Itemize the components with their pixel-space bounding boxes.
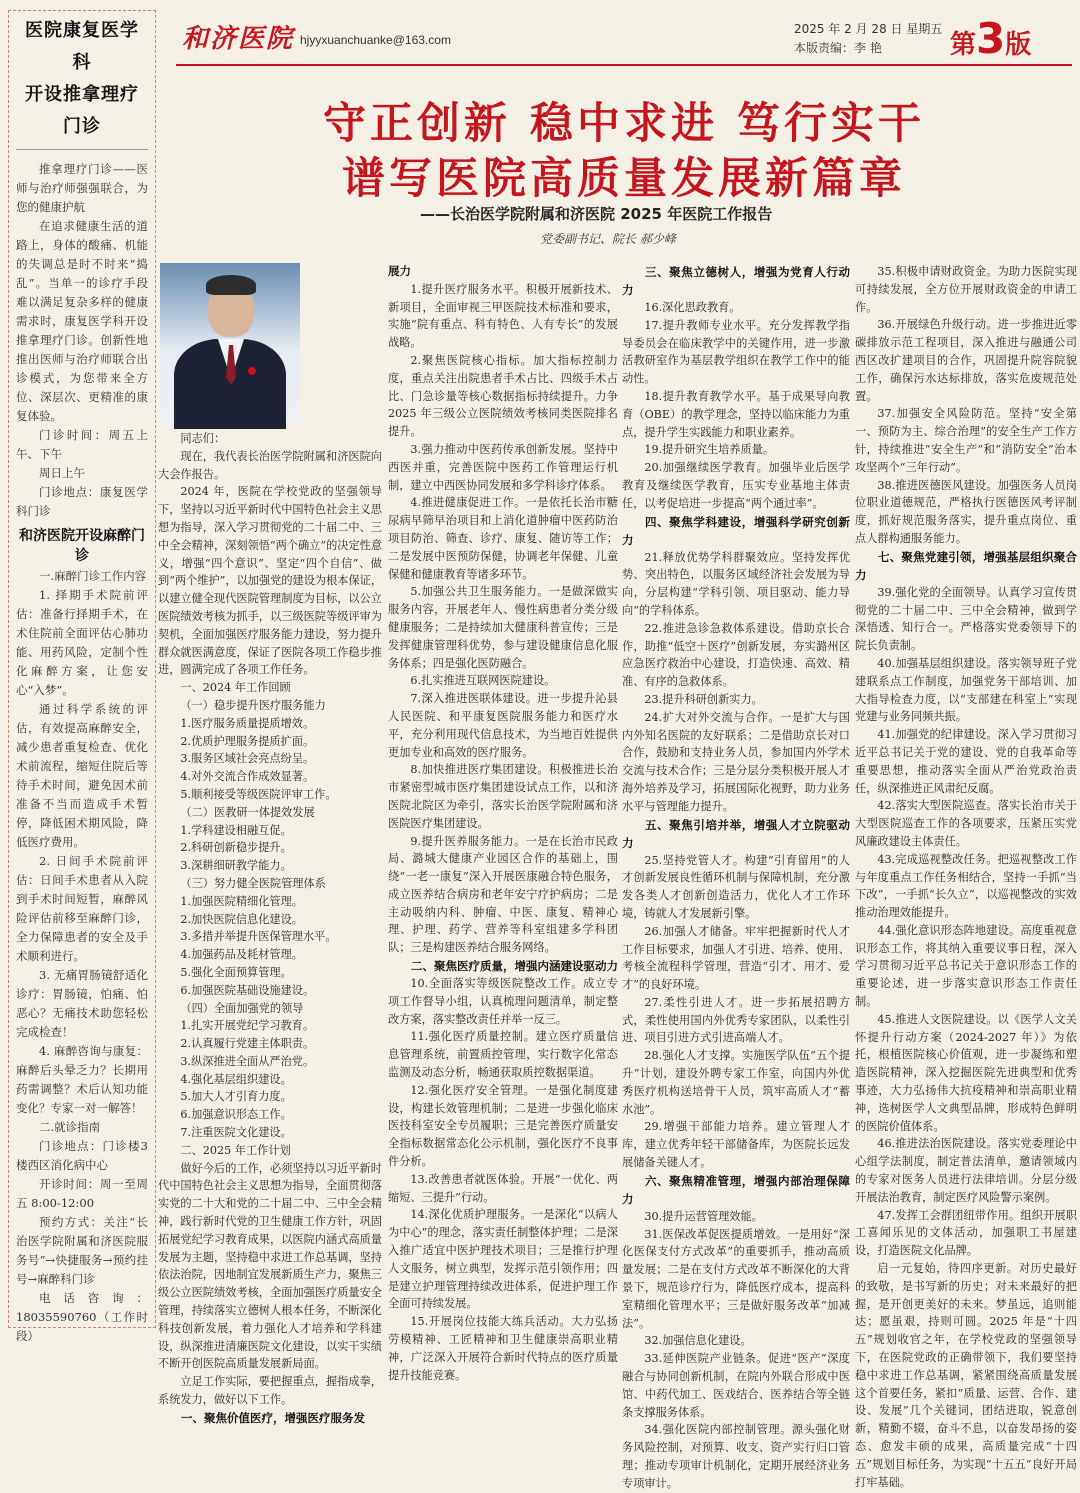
paragraph: 14.深化优质护理服务。一是深化“以病人为中心”的理念，落实责任制整体护理；二是深入推广适宜中医护理技术项目；三是推行护理人文服务，树立典型，发挥示范引领作用；四是建立护理管理持续改进体系，促进护理工作全面可持续发展。 (388, 1208, 618, 1311)
paragraph: 39.强化党的全面领导。认真学习宣传贯彻党的二十届二中、三中全会精神，做到学深悟透、知行合一。严格落实党委领导下的院长负责制。 (855, 585, 1077, 653)
paragraph: （三）努力健全医院管理体系 (180, 876, 326, 890)
page-number (950, 14, 1031, 63)
sidebar-item: 3. 无痛胃肠镜舒适化诊疗：胃肠镜，怕痛、怕恶心？无痛技术助您轻松完成检查！ (16, 968, 148, 1039)
paragraph: 5.加强公共卫生服务能力。一是做深做实服务内容，开展老年人、慢性病患者分类分级健康服务；二是持续加大健康科普宣传；三是发挥健康管理科优势，参与建设健康信息化服务体系；四是强化医防融合。 (388, 585, 618, 670)
paragraph: 6.扎实推进互联网医院建设。 (410, 674, 556, 688)
sidebar-title-3: 和济医院开设麻醉门诊 (19, 528, 145, 564)
portrait-hair (206, 275, 256, 295)
article-subtitle: ——长治医学院附属和济医院 2025 年医院工作报告 (420, 205, 773, 223)
sidebar-item: 开诊时间：周一至周五 8:00-12:00 (16, 1177, 148, 1210)
page-number-digit: 3 (976, 14, 1006, 63)
section-title: 一、2024 年工作回顾 (180, 681, 291, 695)
sidebar-news (8, 10, 156, 1343)
paragraph: 3.服务区域社会亮点纷呈。 (180, 752, 315, 766)
paragraph: 4.强化基层组织建设。 (180, 1072, 292, 1086)
paragraph: （四）全面加强党的领导 (180, 1001, 304, 1015)
paragraph: 22.推进急诊急救体系建设。借助京长合作，助推“低空＋医疗”创新发展，夯实潞州区应急医疗救治中心建设，打造快速、高效、精准、有序的急救体系。 (622, 621, 850, 689)
sidebar-title-2: 开设推拿理疗门诊 (25, 84, 139, 137)
paragraph: 12.强化医疗安全管理。一是强化制度建设，构建长效管理机制；二是进一步强化临床医技科室安全专员履职；三是完善医疗质量安全指标数据常态化公示机制，强化医疗不良事件分析。 (388, 1083, 618, 1169)
paragraph: 20.加强继续医学教育。加强毕业后医学教育及继续医学教育，压实专业基地主体责任，以考促培进一步提高“两个通过率”。 (622, 461, 850, 510)
sidebar-item: 二.就诊指南 (39, 1120, 101, 1134)
sidebar-time-2: 周日上午 (39, 466, 85, 480)
masthead-logo: 和济医院 (182, 24, 295, 54)
section-heading: 五、聚焦引培并举，增强人才立院驱动力 (622, 817, 850, 850)
paragraph: 3.纵深推进全面从严治党。 (180, 1054, 315, 1068)
section-heading: 四、聚焦学科建设，增强科学研究创新力 (622, 514, 850, 547)
paragraph: （二）医教研一体提效发展 (180, 805, 315, 819)
article-column-3 (622, 263, 850, 1490)
paragraph: 立足工作实际，要把握重点，握指成拳，系统发力，做好以下工作。 (158, 1375, 382, 1407)
article-author: 党委副书记、院长 郝少峰 (540, 232, 676, 246)
paragraph: 现在，我代表长治医学院附属和济医院向大会作报告。 (158, 449, 382, 481)
paragraph: 2.科研创新稳步提升。 (180, 841, 292, 855)
paragraph: 23.提升科研创新实力。 (644, 692, 763, 706)
section-heading: 六、聚焦精准管理，增强内部治理保障力 (622, 1173, 850, 1206)
sidebar-item: 2. 日间手术院前评估：日间手术患者从入院到手术时间短暂，麻醉风险评估前移至麻醉门诊，全力保障患者的安全及手术顺利进行。 (16, 854, 148, 963)
paragraph: 9.提升医养服务能力。一是在长治市民政局、潞城大健康产业园区合作的基础上，围绕“一老一康复”深入开展医康融合特色服务，成立医养结合病房和老年安宁疗护病房；二是主动吸纳内科、肿瘤、中医、康复、精神心理、护理、药学、营养等科室组建多学科团队；三是构建医养结合服务网络。 (388, 834, 618, 955)
paragraph: 27.柔性引进人才。进一步拓展招聘方式，柔性使用国内外优秀专家团队，以柔性引进、项目引进方式引进高端人才。 (622, 995, 850, 1045)
article-column-1 (158, 430, 383, 1425)
paragraph: 2.优质护理服务提质扩面。 (180, 734, 315, 748)
paragraph: 6.加强意识形态工作。 (180, 1108, 292, 1122)
paragraph: 41.加强党的纪律建设。深入学习贯彻习近平总书记关于党的建设、党的自我革命等重要思想，推动落实全面从严治党政治责任，纵深推进正风肃纪反腐。 (855, 728, 1077, 795)
paragraph: 45.推进人文医院建设。以《医学人文关怀提升行动方案（2024-2027 年）》为依托，根植医院核心价值观，进一步凝练和塑造医院精神，深入挖掘医院先进典型和优秀事迹，大力弘扬伟大抗疫精神和崇高职业精神，选树医学人文典型品牌，形成特色鲜明的医院价值体系。 (855, 1012, 1077, 1133)
paragraph: 2.加快医院信息化建设。 (180, 912, 303, 926)
paragraph: 7.深入推进医联体建设。进一步提升沁县人民医院、和平康复医院服务能力和医疗水平，充分利用现代信息技术，为当地百姓提供更加专业和高效的医疗服务。 (388, 692, 618, 759)
paragraph: 21.释放优势学科群聚效应。坚持发挥优势、突出特色，以服务区域经济社会发展为导向，分层构建“学科引领、项目驱动、能力导向”的学科体系。 (622, 550, 850, 617)
article-title-line-1: 守正创新 稳中求进 笃行实干 (323, 99, 925, 149)
sidebar-place: 门诊地点：康复医学科门诊 (16, 485, 148, 518)
paragraph: 24.扩大对外交流与合作。一是扩大与国内外知名医院的友好联系；二是借助京长对口合作，鼓励和支持业务人员，参加国内外学术交流与技术合作；三是分层分类积极开展人才海外培养及学习，拓展国际化视野，助力业务水平与管理能力提升。 (622, 710, 850, 813)
paragraph: 44.强化意识形态阵地建设。高度重视意识形态工作，将其纳入重要议事日程，深入学习贯彻习近平总书记关于意识形态工作的重要论述，进一步落实意识形态工作责任制。 (855, 923, 1077, 1009)
paragraph: 38.推进医德医风建设。加强医务人员岗位职业道德规范，严格执行医德医风考评制度，抓好规范服务落实，提升重点岗位、重点人群构通服务能力。 (855, 478, 1077, 545)
paragraph: 37.加强安全风险防范。坚持“安全第一、预防为主、综合治理”的安全生产工作方针，持续推进“安全生产”和“消防安全”治本攻坚两个“三年行动”。 (855, 407, 1077, 474)
header-email: hjyyxuanchuanke@163.com (300, 33, 451, 47)
paragraph: 2024 年，医院在学校党政的坚强领导下，坚持以习近平新时代中国特色社会主义思想为指导，深入学习贯彻党的二十届二中、三中全会精神，深刻领悟“两个确立”的决定性意义，增强“四个意识”、坚定“四个自信”、做到“两个维护”，以加强党的建设为根本保证，以建立健全现代医院管理制度为目标，以公立医院绩效考核为抓手，以三级医院等级评审为契机，全面加强医疗服务能力建设，努力提升群众就医满意度，保证了医院各项工作稳步推进，圆满完成了各项工作任务。 (158, 485, 383, 677)
portrait-photo (160, 263, 300, 423)
paragraph: 13.改善患者就医体验。开展“一优化、两缩短、三提升”行动。 (388, 1172, 618, 1204)
paragraph: 4.加强药品及耗材管理。 (180, 948, 303, 962)
paragraph: 1.扎实开展党纪学习教育。 (180, 1019, 315, 1033)
header-date: 2025 年 2 月 28 日 星期五 (794, 22, 943, 36)
sidebar-item: 通过科学系统的评估，有效提高麻醉安全，减少患者重复检查、优化术前流程，缩短住院后等待手术时间，避免因术前准备不当而造成手术暂停，降低困术期风险，降低医疗费用。 (16, 702, 148, 849)
paragraph: 35.积极申请财政资金。为助力医院实现可持续发展，全方位开展财政资金的申请工作。 (855, 265, 1077, 314)
paragraph: 25.坚持党管人才。构建“引育留用”的人才创新发展良性循环机制与保障机制，充分激发各类人才创新创造活力，优化人才工作环境，铸就人才发展新引擎。 (622, 853, 850, 920)
sidebar-title-1: 医院康复医学科 (25, 20, 139, 73)
paragraph: 7.注重医院文化建设。 (180, 1126, 292, 1140)
paragraph: 4.推进健康促进工作。一是依托长治市糖尿病早筛早治项目和上消化道肿瘤中医药防治项目防治、筛查、诊疗、康复、随访等工作；二是发展中医预防保健，协调老年保健、儿童保健和健康教育等诸多环节。 (388, 496, 618, 581)
article-column-2 (388, 263, 618, 1382)
paragraph: 43.完成巡视整改任务。把巡视整改工作与年度重点工作任务相结合，坚持一手抓“当下改”，一手抓“长久立”，以巡视整改的实效推动治理效能提升。 (855, 852, 1077, 920)
paragraph: （一）稳步提升医疗服务能力 (180, 698, 326, 712)
paragraph: 5.强化全面预算管理。 (180, 965, 292, 979)
paragraph: 3.深耕细研教学能力。 (180, 859, 292, 873)
sidebar-item: 电话咨询：18035590760（工作时段） (16, 1291, 148, 1343)
paragraph: 19.提升研究生培养质量。 (644, 443, 775, 457)
paragraph: 1.提升医疗服务水平。积极开展新技术、新项目，全面审视三甲医院技术标准和要求，实施“院有重点、科有特色、人有专长”的发展战略。 (388, 282, 618, 350)
article-title-line-2: 谱写医院高质量发展新篇章 (342, 154, 906, 204)
paragraph: 29.增强干部能力培养。建立管理人才库，建立优秀年轻干部储备库，为医院长远发展储备关键人才。 (622, 1120, 850, 1170)
sidebar-item: 1. 择期手术院前评估：准备行择期手术，在术住院前全面评估心肺功能、用药风险，定制个性化麻醉方案，让您安心“入梦”。 (16, 588, 148, 697)
section-heading: 一、聚焦价值医疗，增强医疗服务发 (181, 1410, 365, 1425)
paragraph: 1.医疗服务质量提质增效。 (180, 716, 315, 730)
paragraph: 3.强力推动中医药传承创新发展。坚持中西医并重，完善医院中医药工作管理运行机制，建立中西医协同发展和多学科诊疗体系。 (388, 442, 618, 492)
paragraph: 4.对外交流合作成效显著。 (180, 770, 315, 784)
paragraph: 5.顺利接受等级医院评审工作。 (180, 787, 337, 801)
paragraph: 2.聚焦医院核心指标。加大指标控制力度，重点关注出院患者手术占比、四级手术占比、门急诊量等核心数据指标持续提升。力争 2025 年三级公立医院绩效考核同类医院排名提升。 (388, 353, 618, 439)
paragraph: 26.加强人才储备。牢牢把握新时代人才工作目标要求，加强人才引进、培养、使用、考核全流程科学管理，营造“引才、用才、爱才”的良好环境。 (622, 924, 850, 992)
paragraph: 18.提升教育教学水平。基于成果导向教育（OBE）的教学理念，坚持以临床能力为重点，提升学生实践能力和职业素养。 (622, 389, 850, 439)
paragraph: 34.强化医院内部控制管理。源头强化财务风险控制，对预算、收支、资产实行归口管理；推动专项审计机制化，定期开展经济业务专项审计。 (622, 1423, 850, 1490)
section-title: 二、2025 年工作计划 (180, 1143, 291, 1157)
sidebar-divider (16, 149, 148, 150)
paragraph: 36.开展绿色升级行动。进一步推进近零碳排放示范工程项目，深入推进与融通公司西区改扩建项目的合作，巩固提升院容院貌工作，确保污水达标排放，落实危废规范处置。 (855, 318, 1077, 403)
sidebar-lead: 推拿理疗门诊——医师与治疗师强强联合，为您的健康护航 (16, 162, 148, 214)
paragraph: 40.加强基层组织建设。落实领导班子党建联系点工作制度，加强党务干部培训、加大指导检查力度，以“支部建在科室上”实现党建与业务同频共振。 (855, 656, 1077, 724)
paragraph: 33.延伸医院产业链条。促进“医产”深度融合与协同创新机制，在院内外联合形成中医馆、中药代加工、医戏结合、医养结合等全链条支撑服务体系。 (622, 1352, 850, 1419)
page-suffix: 版 (1005, 30, 1032, 60)
paragraph: 32.加强信息化建设。 (644, 1334, 752, 1348)
paragraph: 46.推进法治医院建设。落实党委理论中心组学法制度，制定普法清单，邀请领域内的专家对医务人员进行法律培训。分层分级开展法治教育，制定医疗风险警示案例。 (855, 1137, 1077, 1204)
sidebar-item: 预约方式：关注“长治医学院附属和济医院服务号”→快捷服务→预约挂号→麻醉科门诊 (16, 1215, 148, 1286)
section-heading: 二、聚焦医疗质量，增强内涵建设驱动力 (411, 959, 618, 974)
article-column-4 (855, 263, 1077, 1489)
sidebar-item: 一.麻醉门诊工作内容 (39, 569, 147, 583)
paragraph: 30.提升运营管理效能。 (644, 1209, 763, 1223)
paragraph: 1.学科建设相融互促。 (180, 823, 292, 837)
paragraph: 42.落实大型医院巡查。落实长治市关于大型医院巡查工作的各项要求，压紧压实党风廉政建设主体责任。 (855, 799, 1077, 848)
paragraph: 2.认真履行党建主体职责。 (180, 1037, 315, 1051)
section-heading-continued: 展力 (388, 264, 411, 278)
paragraph: 31.医保改革促医提质增效。一是用好“深化医保支付方式改革”的重要抓手，推动高质量发展；二是在支付方式改革不断深化的大背景下，规范诊疗行为，降低医疗成本，提高科室精细化管理水平；三是做好服务改革“加减法”。 (622, 1227, 850, 1330)
paragraph: 8.加快推进医疗集团建设。积极推进长治市紧密型城市医疗集团建设试点工作，以和济医院北院区为牵引，落实长治医学院附属和济医院医疗集团建设。 (388, 763, 618, 830)
paragraph: 同志们： (180, 432, 226, 445)
paragraph: 启一元复始，待四序更新。对历史最好的致敬，是书写新的历史；对未来最好的把握，是开创更美好的未来。梦虽远，追则能达；愿虽艰，持则可圆。2025 年是“十四五”规划收官之年，在学校党政的坚强领导下，在医院党政的正确带领下，我们要坚持稳中求进工作总基调，紧紧围绕高质量发展这个首要任务，紧扣“质量、运营、合作、建设、发展”几个关键词，团结进取，锐意创新，精勤不辍，奋斗不息，以奋发昂扬的姿态、愈发丰硕的成果，高质量完成“十四五”规划目标任务，为实现“十五五”良好开局打牢基础。 (855, 1262, 1077, 1489)
sidebar-paragraph: 在追求健康生活的道路上，身体的酸痛、机能的失调总是时不时来“捣乱”。当单一的诊疗手段难以满足复杂多样的健康需求时，康复医学科开设推拿理疗门诊。创新性地推出医师与治疗师联合出诊模式，为您带来全方位、深层次、更精准的康复体验。 (16, 219, 148, 423)
sidebar-item: 4. 麻醉咨询与康复：麻醉后头晕乏力？长期用药需调整？术后认知功能变化？专家一对一解答！ (16, 1044, 148, 1115)
sidebar-time-1: 门诊时间：周五上午、下午 (16, 428, 148, 461)
paragraph: 10.全面落实等级医院整改工作。成立专项工作督导小组，认真梳理问题清单，制定整改方案，落实整改责任并举一反三。 (388, 977, 618, 1026)
paragraph: 1.加强医院精细化管理。 (180, 894, 303, 908)
paragraph: 3.多措并举提升医保管理水平。 (180, 930, 337, 944)
paragraph: 15.开展岗位技能大练兵活动。大力弘扬劳模精神、工匠精神和卫生健康崇高职业精神，广泛深入开展符合新时代特点的医疗质量提升技能竞赛。 (388, 1315, 618, 1382)
paragraph: 11.强化医疗质量控制。建立医疗质量信息管理系统，前置质控管理，实行数字化常态监测及动态分析，畅通获取质控数据渠道。 (388, 1030, 618, 1080)
portrait-badge (248, 367, 256, 375)
paragraph: 47.发挥工会群团纽带作用。组织开展职工喜闻乐见的文体活动，加强职工书屋建设，打造医院文化品牌。 (855, 1208, 1077, 1258)
paragraph: 6.加强医院基础设施建设。 (180, 983, 315, 997)
section-heading: 三、聚焦立德树人，增强为党育人行动力 (622, 265, 850, 297)
header-date-info (794, 20, 942, 58)
paragraph: 5.加大人才引育力度。 (180, 1090, 292, 1104)
page-prefix: 第 (950, 30, 977, 60)
paragraph: 16.深化思政教育。 (644, 301, 741, 314)
paragraph: 做好今后的工作，必须坚持以习近平新时代中国特色社会主义思想为指导，全面贯彻落实党的二十大和党的二十届二中、三中全会精神，践行新时代党的卫生健康工作方针，巩固拓展党纪学习教育成果，以医院内涵式高质量发展为主题，坚持稳中求进工作总基调，坚持依法治院，因地制宜发展新质生产力，聚焦三级公立医院绩效考核，全面加强医疗质量安全管理，持续落实立德树人根本任务，不断深化科技创新发展，着力强化人才培养和学科建设，纵深推进清廉医院文化建设，以实干实绩不断开创医院高质量发展新局面。 (158, 1161, 382, 1371)
section-heading: 七、聚焦党建引领，增强基层组织聚合力 (855, 549, 1077, 582)
sidebar-item: 门诊地点：门诊楼3楼西区消化病中心 (16, 1139, 148, 1172)
header-editor: 本版责编：李 艳 (794, 41, 882, 55)
paragraph: 17.提升教师专业水平。充分发挥教学指导委员会在临床教学中的关键作用，进一步激活教研室作为基层教学组织在教学工作中的能动性。 (622, 318, 850, 386)
paragraph: 28.强化人才支撑。实施医学队伍“五个提升”计划，建设外聘专家工作室，向国内外优秀医疗机构送培骨干人员，筑牢高质人才“蓄水池”。 (622, 1049, 850, 1116)
header-divider (176, 64, 1072, 66)
